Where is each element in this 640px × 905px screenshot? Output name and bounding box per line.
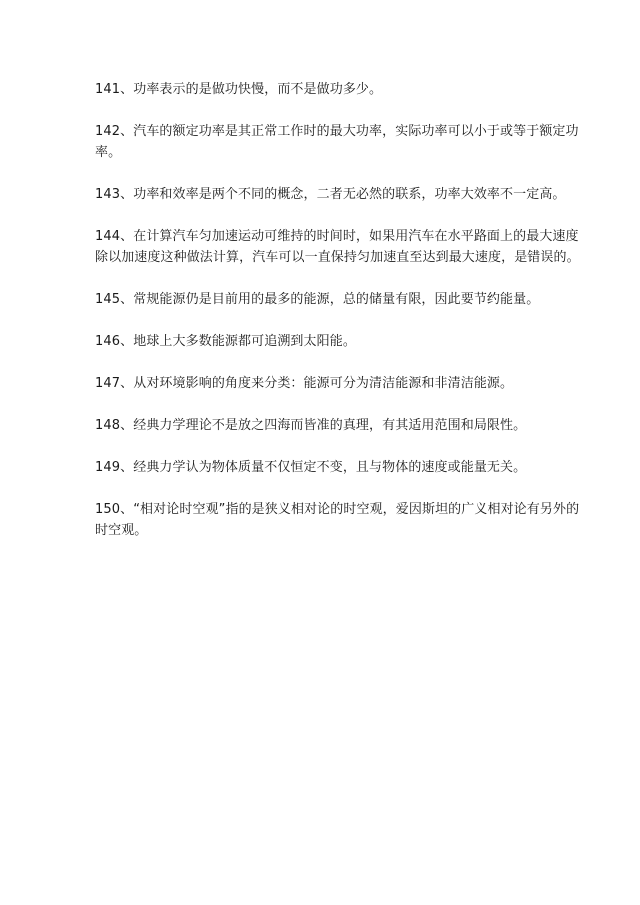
list-item-148: 148、经典力学理论不是放之四海而皆准的真理，有其适用范围和局限性。 — [95, 418, 527, 433]
list-item-142: 142、汽车的额定功率是其正常工作时的最大功率，实际功率可以小于或等于额定功率。 — [95, 124, 579, 160]
list-item-144: 144、在计算汽车匀加速运动可维持的时间时，如果用汽车在水平路面上的最大速度除以加速度这种做法计算，汽车可以一直保持匀加速直至达到最大速度，是错误的。 — [95, 229, 580, 265]
list-item-146: 146、地球上大多数能源都可追溯到太阳能。 — [95, 334, 356, 349]
list-item-147: 147、从对环境影响的角度来分类：能源可分为清洁能源和非清洁能源。 — [95, 376, 514, 391]
list-item-149: 149、经典力学认为物体质量不仅恒定不变，且与物体的速度或能量无关。 — [95, 460, 527, 475]
list-item-145: 145、常规能源仍是目前用的最多的能源，总的储量有限，因此要节约能量。 — [95, 292, 540, 307]
list-item-150: 150、“相对论时空观”指的是狭义相对论的时空观，爱因斯坦的广义相对论有另外的时空观。 — [95, 502, 580, 538]
list-item-143: 143、功率和效率是两个不同的概念，二者无必然的联系，功率大效率不一定高。 — [95, 187, 566, 202]
list-item-141: 141、功率表示的是做功快慢，而不是做功多少。 — [95, 82, 383, 97]
